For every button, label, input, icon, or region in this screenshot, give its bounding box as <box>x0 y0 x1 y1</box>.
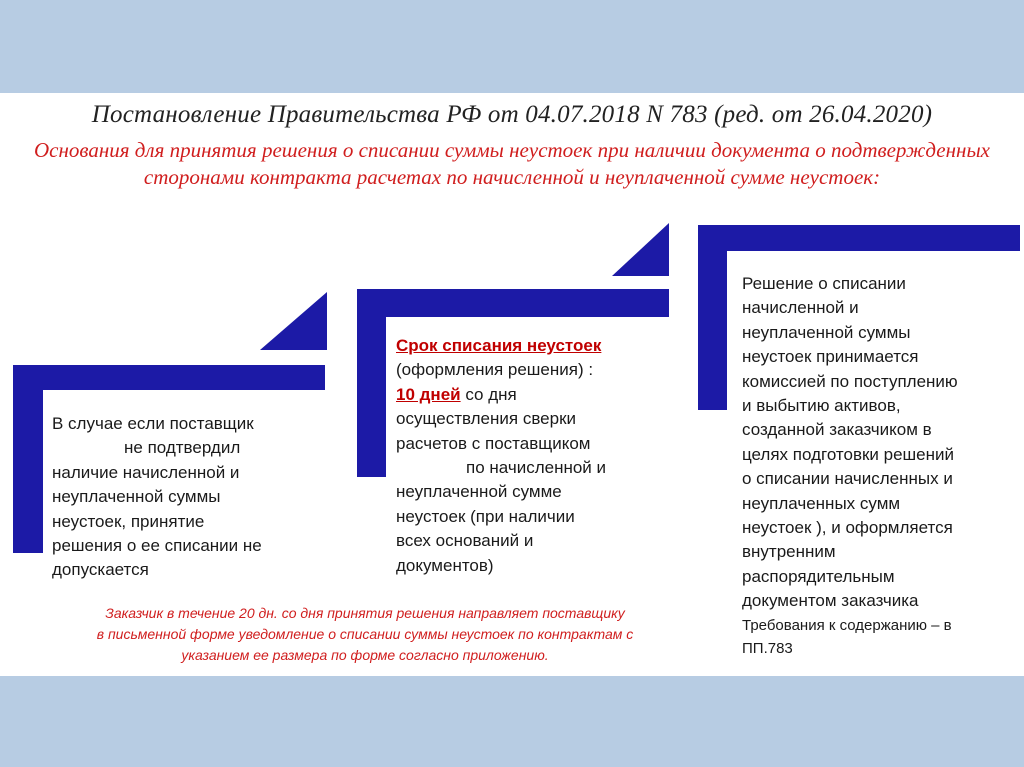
box1-line: В случае если поставщик <box>52 414 254 433</box>
frame2-left-bar <box>357 289 386 477</box>
box1-line: неуплаченной суммы <box>52 487 221 507</box>
box2-line: неуплаченной сумме <box>396 482 562 502</box>
slide <box>0 93 1024 676</box>
box2-line: (оформления решения) : <box>396 360 594 380</box>
box3-line: неустоек ), и оформляется <box>742 518 953 538</box>
box2-line: неустоек (при наличии <box>396 506 575 526</box>
deadline-highlight: 10 дней <box>396 384 461 404</box>
box1-line: не подтвердил <box>124 438 241 458</box>
footer-line: Заказчик в течение 20 дн. со дня принятия решения направляет поставщику <box>105 605 625 621</box>
footer-line: в письменной форме уведомление о списании суммы неустоек по контрактам с <box>96 626 634 642</box>
box2-line-highlight-row <box>396 383 676 407</box>
subtitle: Основания для принятия решения о списании суммы неустоек при наличии документа о подтвержденных сторонами контракта расчетах по начисленной и неуплаченной сумме неустоек: <box>33 138 991 189</box>
frame1-top-bar <box>13 365 325 390</box>
box2-heading: Срок списания неустоек <box>396 336 602 355</box>
box3-line: и выбытию активов, <box>742 396 901 416</box>
frame3-left-bar <box>698 225 727 410</box>
footer-line: указанием ее размера по форме согласно приложению. <box>181 647 549 663</box>
frame2-triangle <box>612 223 669 276</box>
box2-line: осуществления сверки <box>396 409 577 429</box>
box2-line-rest: со дня <box>460 384 517 404</box>
box3-line: документом заказчика <box>742 591 919 611</box>
box2-text <box>396 334 676 578</box>
frame1-left-bar <box>13 365 43 553</box>
frame2-top-bar <box>357 289 669 317</box>
box3-line: начисленной и <box>742 298 859 318</box>
box3-line: неуплаченных сумм <box>742 493 901 513</box>
footer-note <box>0 603 730 666</box>
box3-text <box>742 272 1020 660</box>
box1-line: допускается <box>52 560 149 580</box>
box3-line: внутренним <box>742 542 836 562</box>
box2-line: по начисленной и <box>466 458 607 478</box>
box3-line: созданной заказчиком в <box>742 420 932 440</box>
box2-line: расчетов с поставщиком <box>396 433 591 453</box>
box3-line: комиссией по поступлению <box>742 371 958 391</box>
box1-line: решения о ее списании не <box>52 536 262 556</box>
box3-line: ПП.783 <box>742 639 793 657</box>
box3-line: Требования к содержанию – в <box>742 616 952 634</box>
box2-line: всех оснований и <box>396 531 534 551</box>
box3-line: о списании начисленных и <box>742 469 953 489</box>
box1-line: неустоек, принятие <box>52 511 205 531</box>
box3-line: Решение о списании <box>742 274 906 293</box>
page-title: Постановление Правительства РФ от 04.07.2018 N 783 (ред. от 26.04.2020) <box>91 101 933 128</box>
box3-line: целях подготовки решений <box>742 444 955 464</box>
frame3-top-bar <box>698 225 1020 251</box>
box3-line: неуплаченной суммы <box>742 322 911 342</box>
box1-text <box>52 412 332 583</box>
box2-line: документов) <box>396 555 494 575</box>
box1-line: наличие начисленной и <box>52 462 240 482</box>
box3-line: неустоек принимается <box>742 347 919 367</box>
frame1-triangle <box>260 292 327 350</box>
box3-line: распорядительным <box>742 566 895 586</box>
